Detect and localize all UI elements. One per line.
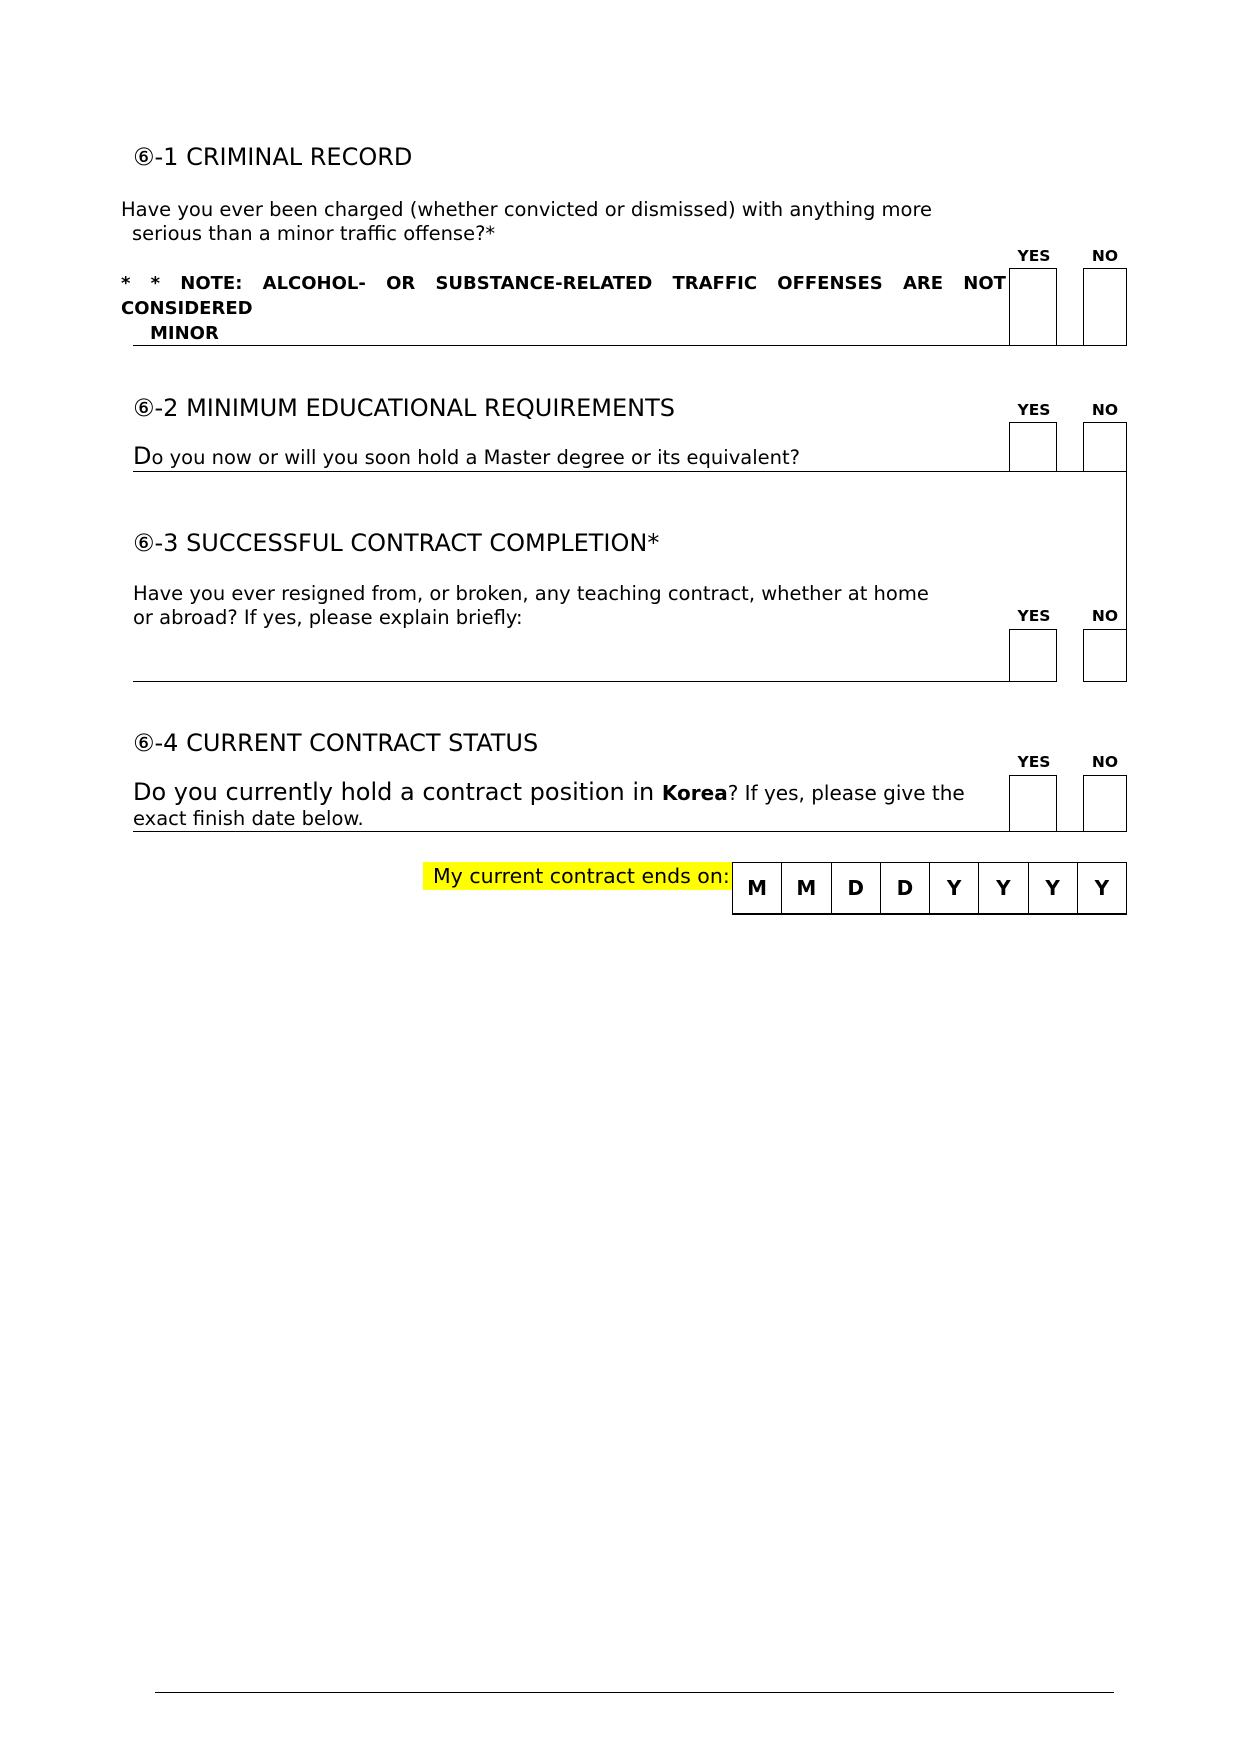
contract-completion-yes-checkbox[interactable]: [1009, 629, 1057, 682]
criminal-record-yes-checkbox[interactable]: [1009, 268, 1057, 346]
section-title-educational-requirements: ⑥-2 MINIMUM EDUCATIONAL REQUIREMENTS: [133, 394, 675, 422]
criminal-record-yes-label: YES: [1017, 247, 1051, 265]
contract-completion-no-label: NO: [1091, 607, 1119, 625]
date-cell-y[interactable]: Y: [1094, 876, 1110, 900]
contract-end-date-label: My current contract ends on:: [423, 862, 732, 890]
section-title-criminal-record: ⑥-1 CRIMINAL RECORD: [133, 143, 413, 171]
current-contract-question-part2: ? If yes, please give the: [727, 781, 965, 805]
traffic-offense-note-line3: MINOR: [150, 323, 219, 344]
criminal-record-divider: [133, 345, 1127, 346]
footer-line: [155, 1692, 1114, 1693]
criminal-record-no-checkbox[interactable]: [1083, 268, 1127, 346]
current-contract-question-part1: Do you currently hold a contract position in: [133, 778, 662, 806]
current-contract-no-label: NO: [1091, 753, 1119, 771]
note-word: *: [150, 273, 161, 294]
education-divider: [133, 471, 1127, 472]
note-word: OR: [386, 273, 416, 294]
note-word: NOT: [963, 273, 1006, 294]
education-question-rest: o you now or will you soon hold a Master degree or its equivalent?: [151, 446, 800, 469]
current-contract-question-line1: [133, 778, 965, 806]
date-cell-d[interactable]: D: [832, 863, 881, 913]
note-word: SUBSTANCE-RELATED: [435, 273, 653, 294]
date-cell-d[interactable]: D: [881, 863, 930, 913]
date-cell-y[interactable]: Y: [1029, 863, 1078, 913]
current-contract-yes-label: YES: [1017, 753, 1051, 771]
note-word: *: [121, 273, 131, 294]
date-cell-m[interactable]: M: [782, 863, 831, 913]
contract-completion-yes-label: YES: [1017, 607, 1051, 625]
current-contract-divider: [133, 831, 1127, 832]
traffic-offense-note-line1: [121, 271, 1006, 296]
contract-completion-explanation-line[interactable]: [133, 681, 1009, 682]
contract-completion-no-checkbox[interactable]: [1083, 629, 1127, 682]
contract-completion-question-line1: Have you ever resigned from, or broken, any teaching contract, whether at home: [133, 582, 929, 605]
traffic-offense-note-line2: CONSIDERED: [121, 298, 253, 319]
country-name: Korea: [661, 781, 728, 805]
current-contract-question-line2: exact finish date below.: [133, 807, 364, 830]
date-cell-y[interactable]: Y: [930, 863, 979, 913]
contract-end-date-field[interactable]: [732, 862, 1127, 915]
section-title-contract-completion: ⑥-3 SUCCESSFUL CONTRACT COMPLETION*: [133, 529, 660, 557]
right-border-line: [1126, 471, 1127, 629]
note-word: NOTE:: [180, 273, 243, 294]
section-title-current-contract-status: ⑥-4 CURRENT CONTRACT STATUS: [133, 729, 539, 757]
contract-completion-question-line2: or abroad? If yes, please explain briefly:: [133, 606, 523, 629]
note-word: ALCOHOL-: [262, 273, 366, 294]
education-no-checkbox[interactable]: [1083, 422, 1127, 472]
current-contract-yes-checkbox[interactable]: [1009, 775, 1057, 832]
current-contract-no-checkbox[interactable]: [1083, 775, 1127, 832]
education-no-label: NO: [1091, 401, 1119, 419]
education-yes-label: YES: [1017, 401, 1051, 419]
criminal-record-question-line1: Have you ever been charged (whether convicted or dismissed) with anything more: [121, 198, 933, 221]
date-cell-y[interactable]: Y: [979, 863, 1028, 913]
education-question-first-letter: D: [133, 442, 152, 470]
date-cell-m[interactable]: M: [733, 863, 782, 913]
education-yes-checkbox[interactable]: [1009, 422, 1057, 472]
note-word: ARE: [902, 273, 944, 294]
criminal-record-no-label: NO: [1091, 247, 1119, 265]
note-word: OFFENSES: [777, 273, 883, 294]
education-question: [133, 444, 800, 470]
note-word: TRAFFIC: [672, 273, 758, 294]
criminal-record-question-line2: serious than a minor traffic offense?*: [132, 222, 496, 245]
